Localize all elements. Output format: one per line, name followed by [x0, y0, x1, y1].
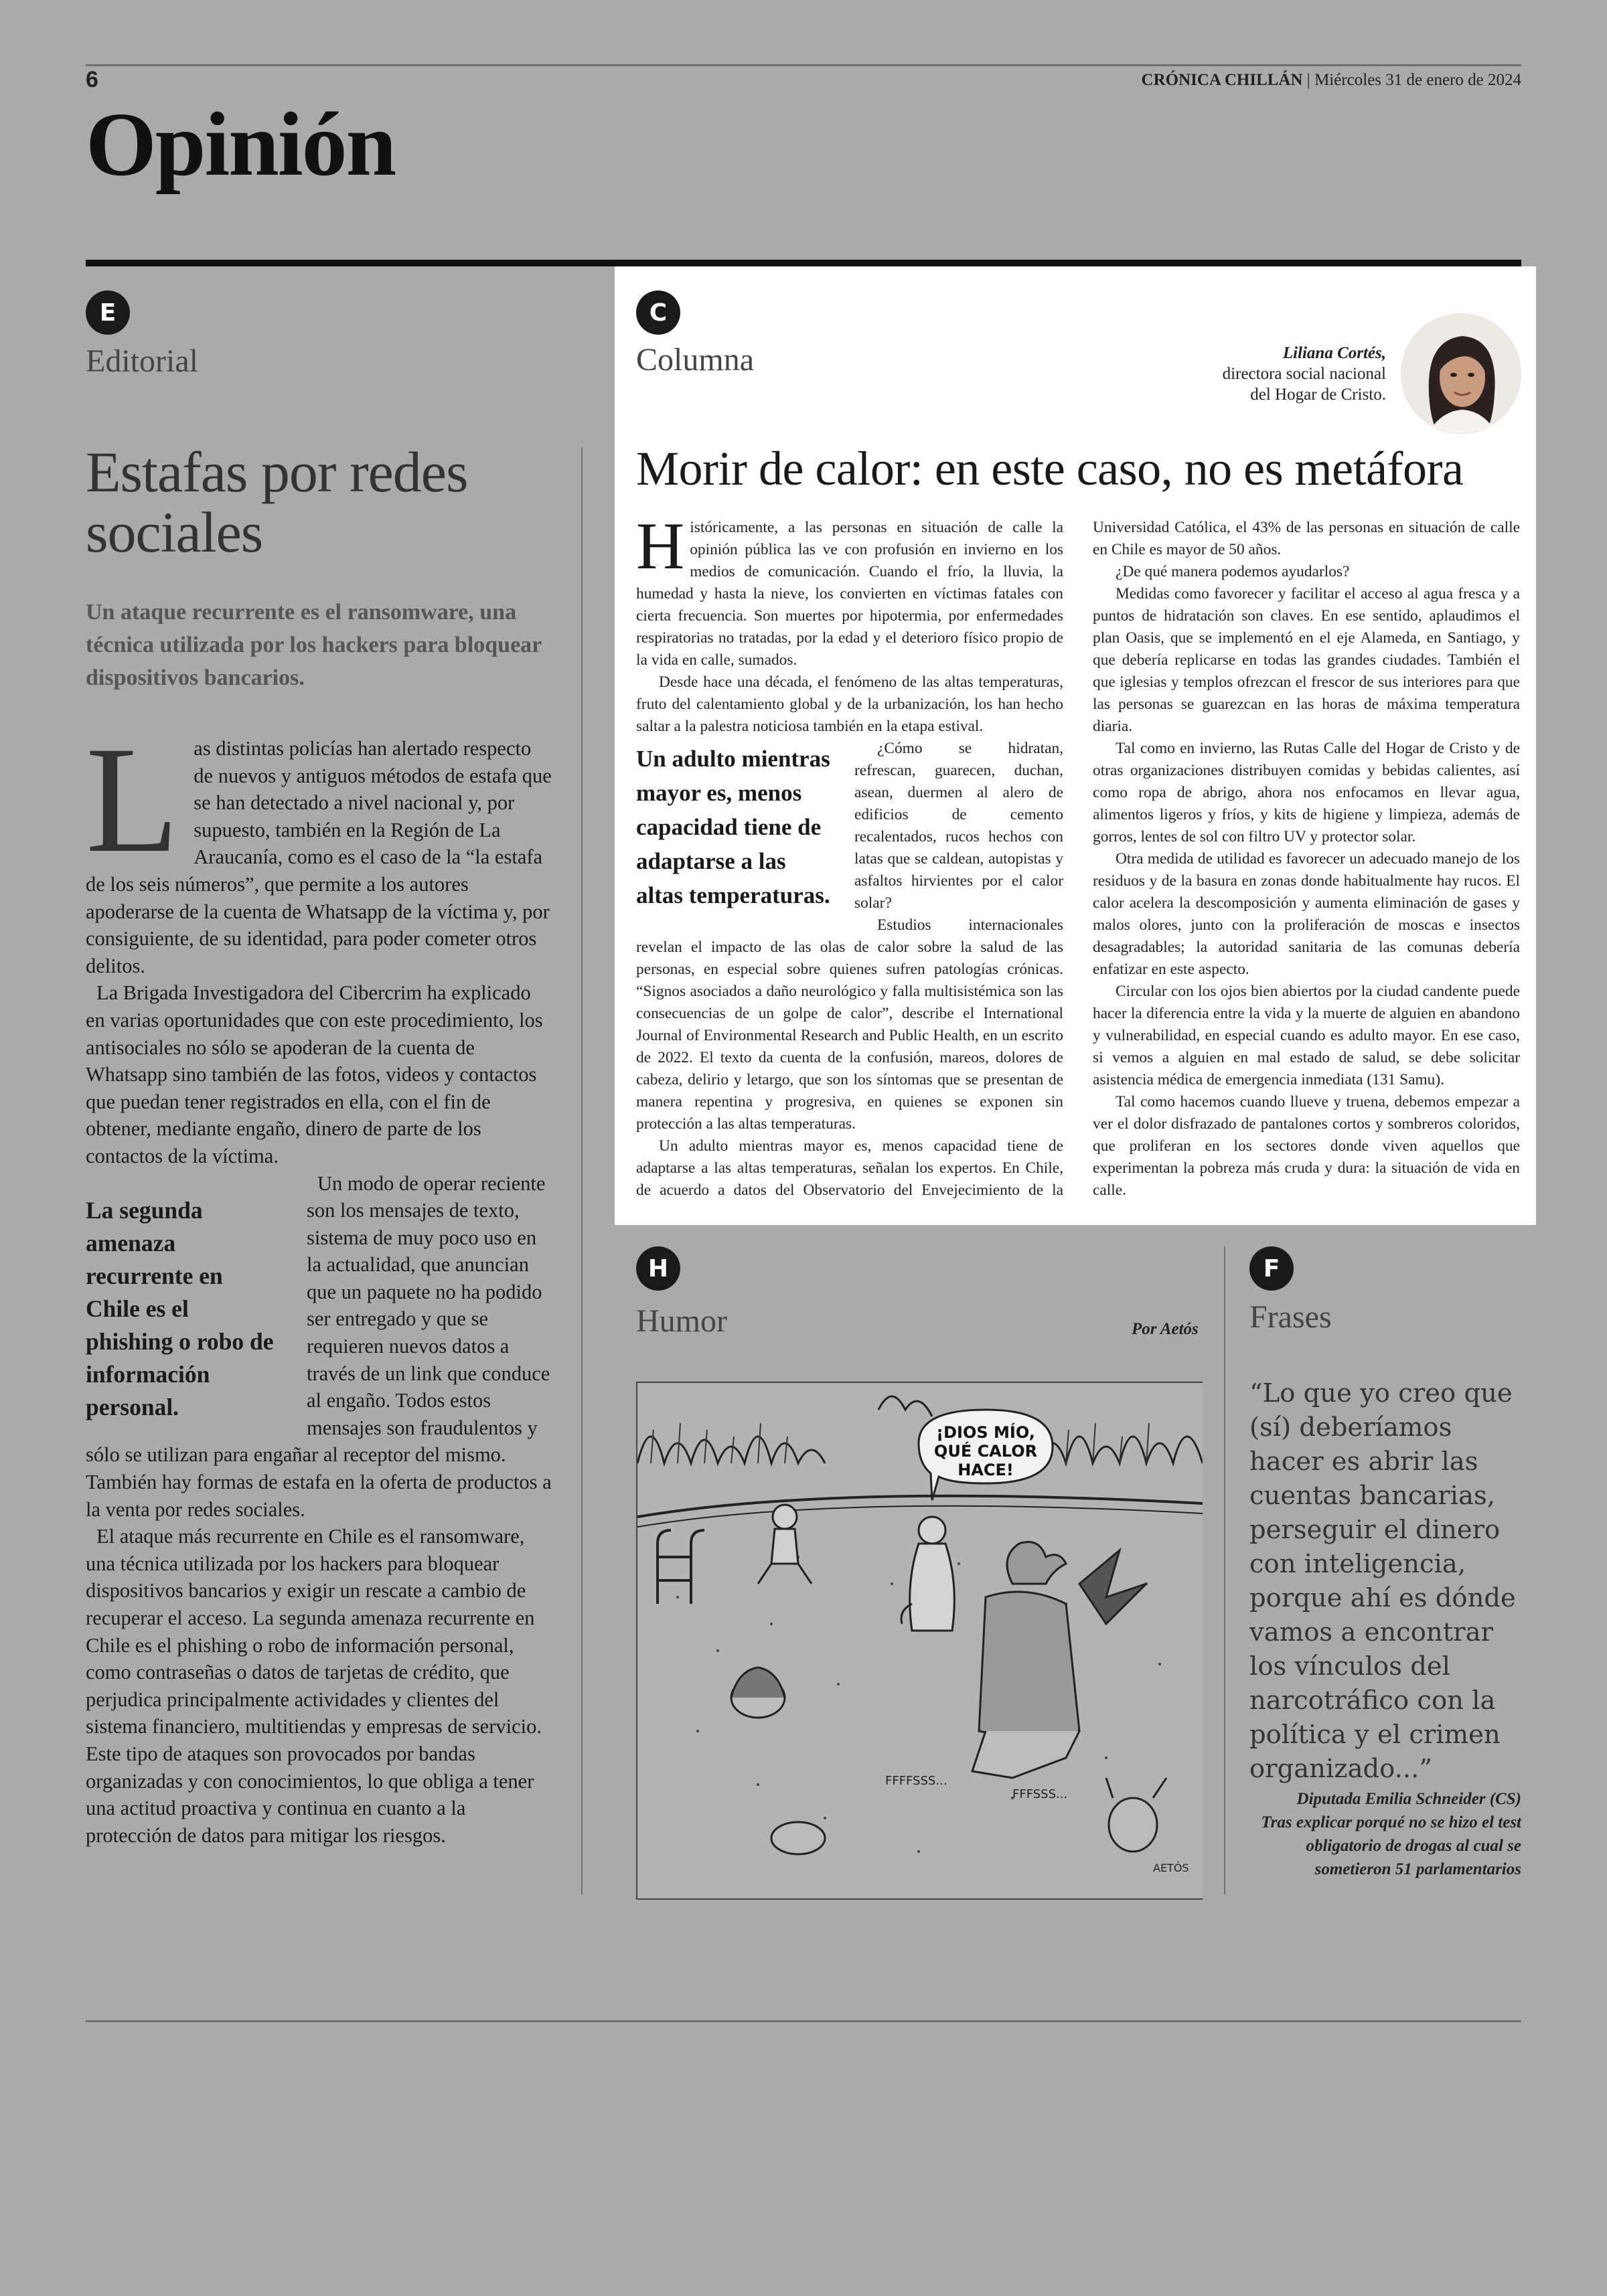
dateline-separator: | [1306, 71, 1315, 89]
editorial-paragraph-4: El ataque más recurrente en Chile es el ransomware, una técnica utilizada por los hackers para bloquear dispositivos bancarios y exigir un rescate a cambio de recuperar el acceso. La segunda amenaza recurrente en Chile es el phishing o robo de información personal, como contraseñas o datos de tarjetas de crédito, que perjudica principalmente actividades y clientes del sistema financiero, multitiendas y empresas de servicio. [86, 1525, 542, 1738]
editorial-headline: Estafas por redes sociales [86, 440, 468, 564]
editorial-paragraph-5: Este tipo de ataques son provocados por bandas organizadas y con conocimientos, lo que obliga a tener una actitud proactiva y continua en cuanto a la protección de datos para mitigar los riesgos. [86, 1742, 534, 1847]
editorial-paragraph-1 [86, 716, 552, 979]
cartoon-sfx-2: FFFSSS... [1012, 1787, 1068, 1801]
frases-kicker: Frases [1249, 1299, 1332, 1335]
humor-frases-rule [1224, 1246, 1225, 1894]
humor-byline: Por Aetós [1132, 1320, 1199, 1338]
editorial-column-rule [581, 447, 583, 1894]
cartoon-speech-line-3: HACE! [958, 1461, 1014, 1479]
column-body [636, 509, 1520, 1213]
column-paragraph-4: Estudios internacionales revelan el impacto de las olas de calor sobre la salud de las personas, en especial sobre quienes sufren patologías crónicas. “Signos asociados a daño neurológico y falla multisistémica son las consecuencias de un golpe de calor”, describe el International Journal of Environmental Research and Public Health, en un escrito de 2022. El texto da cuenta de la confusión, mareos, dolores de cabeza, delirio y letargo, que son los síntomas que se presentan de manera repentina y progresiva, en quienes se exponen sin protección a las altas temperaturas. [636, 916, 1063, 1133]
column-paragraph-3: ¿Cómo se hidratan, refrescan, guarecen, duchan, asean, duermen al alero de edificios de cemento recalentados, rucos hechos con latas que se caldean, autopistas y asfaltos hirvientes por el calor solar? [854, 740, 1063, 912]
editorial-dropcap: L [86, 716, 179, 884]
editorial-paragraph-3: Un modo de operar reciente son los mensajes de texto, sistema de muy poco uso en la actualidad, que anuncian que un paquete no ha podido ser entregado y que se requieren nuevos datos a través de un link que conduce al engaño. Todos estos mensajes son fraudulentos y sólo se utilizan para engañar al receptor del mismo. También hay formas de estafa en la oferta de productos a la venta por redes sociales. [86, 1171, 552, 1521]
editorial-body [86, 716, 552, 1849]
column-paragraph-2: Desde hace una década, el fenómeno de las altas temperaturas, fruto del calentamiento global y de la urbanización, los han hecho saltar a la palestra noticiosa también en la etapa estival. [636, 673, 1063, 735]
page-number: 6 [86, 67, 98, 92]
author-role-line-1: directora social nacional [1222, 365, 1386, 383]
column-paragraph-1 [636, 509, 1063, 671]
humor-kicker: Humor [636, 1303, 727, 1339]
humor-badge: H [636, 1246, 680, 1291]
frases-attribution [1240, 1787, 1521, 1881]
cartoon-signature: AETÓS [1153, 1862, 1189, 1874]
column-dropcap: H [636, 509, 685, 583]
column-paragraph-9: Otra medida de utilidad es favorecer un adecuado manejo de los residuos y de la basura en zonas donde habitualmente hay rucos. El calor acelera la descomposición y aumenta eliminación de gases y malos olores, junto con la proliferación de moscas e insectos desagradables; la autoridad sanitaria de las comunas debería enfatizar en este aspecto. [1093, 850, 1520, 978]
cartoon-illustration [637, 1383, 1203, 1898]
column-paragraph-10: Circular con los ojos bien abiertos por la ciudad candente puede hacer la diferencia entre la vida y la muerte de alguien en abandono y vulnerabilidad, en especial cuando es adulto mayor. En ese caso, si vemos a alguien en mal estado de salud, se debe solicitar asistencia médica de emergencia inmediata (131 Samu). [1093, 983, 1520, 1088]
attribution-name: Diputada Emilia Schneider (CS) [1296, 1790, 1521, 1808]
column-paragraph-8: Tal como en invierno, las Rutas Calle del Hogar de Cristo y de otras organizaciones distribuyen comidas y bebidas calientes, así como ropa de abrigo, ahora nos enfocamos en llevar agua, alimentos ligeros y fríos, y kits de higiene y limpieza, además de gorros, lentes de sol con filtro UV y protector solar. [1093, 740, 1520, 845]
editorial-badge: E [86, 291, 130, 335]
column-paragraph-11: Tal como hacemos cuando llueve y truena, debemos empezar a ver el dolor disfrazado de pantalones cortos y sombreros coloridos, que proliferan en los sectores donde viven aquellos que experimentan la pobreza más cruda y dura: la situación de vida en calle. [1093, 1093, 1520, 1199]
editorial-pull-quote: La segunda amenaza recurrente en Chile es el phishing o robo de información personal. [86, 1196, 274, 1420]
cartoon-sfx-1: FFFFSSS... [885, 1774, 947, 1788]
section-divider-bar [86, 260, 1521, 266]
frases-quote: “Lo que yo creo que (sí) deberíamos hacer es abrir las cuentas bancarias, perseguir el dinero con inteligencia, porque ahí es dónde vamos a encontrar los vínculos del narcotráfico con la política y el crimen organizado...” [1249, 1378, 1516, 1784]
column-author [1223, 343, 1386, 405]
column-badge: C [636, 291, 680, 335]
cartoon-speech-line-1: ¡DIOS MÍO, [936, 1423, 1035, 1442]
author-name: Liliana Cortés, [1282, 344, 1386, 362]
author-portrait-illustration [1401, 313, 1521, 434]
cartoon-speech-line-2: QUÉ CALOR [933, 1442, 1038, 1461]
publication-date: Miércoles 31 de enero de 2024 [1314, 71, 1521, 89]
column-paragraph-6: ¿De qué manera podemos ayudarlos? [1116, 563, 1350, 580]
publication-name: CRÓNICA CHILLÁN [1141, 71, 1303, 89]
column-paragraph-7: Medidas como favorecer y facilitar el acceso al agua fresca y a puntos de hidratación son claves. En ese sentido, aplaudimos el plan Oasis, que se implementó en el eje Alameda, en Santiago, y que debería replicarse en todas las grandes ciudades. También el que iglesias y templos ofrezcan el frescor de sus interiores para que las personas se guarezcan en las horas de máxima temperatura diaria. [1093, 585, 1520, 735]
column-paragraph-5: Un adulto mientras mayor es, menos capacidad tiene de adaptarse a las altas temperaturas, señalan los expertos. En Chile, de acuerdo a datos del Observatorio del Envejecimiento de la Universidad Católica, el 43% de las personas en situación de calle en Chile es mayor de 50 años. [636, 519, 1520, 1199]
column-kicker: Columna [636, 342, 754, 378]
editorial-kicker: Editorial [86, 343, 198, 379]
header-top-rule [86, 64, 1521, 66]
attribution-text: Tras explicar porqué no se hizo el test obligatorio de drogas al cual se sometieron 51 parlamentarios [1261, 1813, 1521, 1878]
editorial-deck: Un ataque recurrente es el ransomware, una técnica utilizada por los hackers para bloquear dispositivos bancarios. [86, 600, 542, 690]
author-role-line-2: del Hogar de Cristo. [1250, 386, 1386, 404]
section-title: Opinión [86, 94, 396, 195]
column-headline: Morir de calor: en este caso, no es metáfora [636, 442, 1464, 495]
column-paragraph-1-text: istóricamente, a las personas en situación de calle la opinión pública las ve con profusión en invierno en los medios de comunicación. Cuando el frío, la lluvia, la humedad y hasta la nieve, los convierten en víctimas fatales con cierta frecuencia. Son muertes por hipotermia, por enfermedades respiratorias no tratadas, por la edad y el deterioro físico propio de la vida en calle, sumados. [636, 519, 1063, 669]
humor-cartoon [636, 1382, 1203, 1900]
frases-badge: F [1249, 1246, 1294, 1291]
author-portrait [1401, 313, 1521, 434]
editorial-paragraph-1-text: as distintas policías han alertado respecto de nuevos y antiguos métodos de estafa que se han detectado a nivel nacional y, por supuesto, también en la Región de La Araucanía, como es el caso de la “la estafa de los seis números”, que permite a los autores apoderarse de la cuenta de Whatsapp de la víctima y, por consiguiente, de su identidad, para poder cometer otros delitos. [86, 737, 552, 977]
publication-dateline [1142, 71, 1521, 90]
editorial-paragraph-2: La Brigada Investigadora del Cibercrim ha explicado en varias oportunidades que con este procedimiento, los antisociales no sólo se apoderan de la cuenta de Whatsapp sino también de las fotos, videos y contactos que puedan tener registrados en ella, con el fin de obtener, mediante engaño, dinero de parte de los contactos de la víctima. [86, 981, 543, 1167]
column-pull-quote: Un adulto mientras mayor es, menos capacidad tiene de adaptarse a las altas temperaturas. [636, 746, 830, 908]
footer-rule [86, 2020, 1521, 2022]
